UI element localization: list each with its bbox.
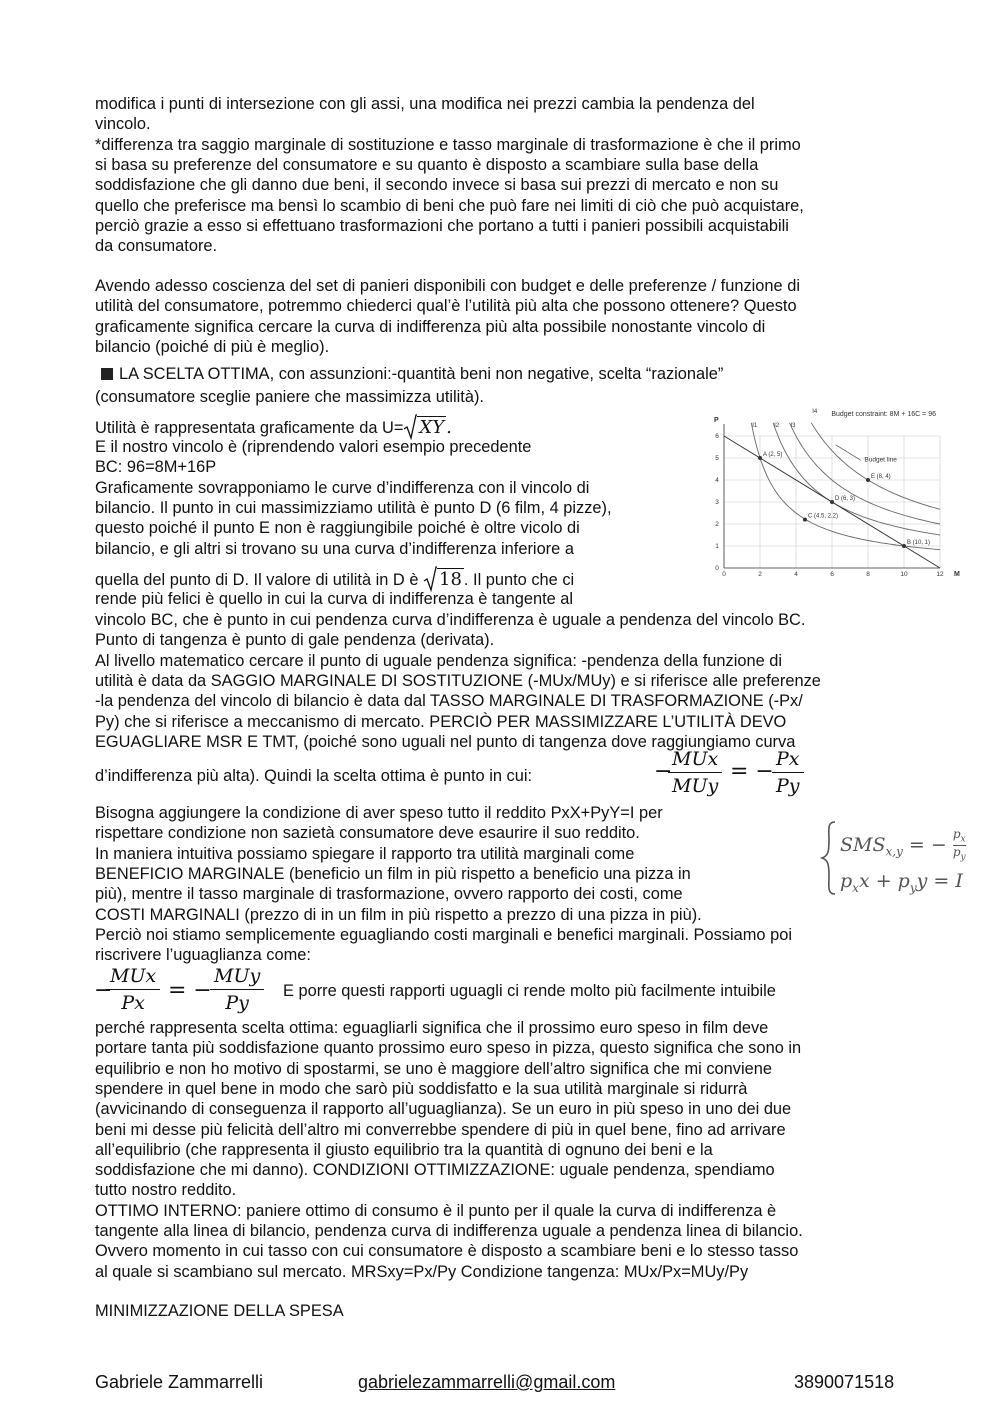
minus-sign: −	[654, 759, 673, 784]
footer-email-link[interactable]: gabrielezammarrelli@gmail.com	[358, 1372, 616, 1392]
text-line: bilancio, e gli altri si trovano su una curva d’indifferenza inferiore a	[95, 539, 574, 558]
indifference-curve-label: I3	[790, 422, 796, 429]
text-line: tangente alla linea di bilancio, pendenza curva di indifferenza uguale a pendenza linea di bilancio.	[95, 1222, 803, 1240]
square-bullet-icon	[101, 368, 113, 380]
text-line: utilità è data da SAGGIO MARGINALE DI SOSTITUZIONE (-MUx/MUy) e si riferisce alle preferenze	[95, 671, 821, 690]
text-line: graficamente significa cercare la curva di indifferenza più alta possibile nonostante vincolo di	[95, 317, 766, 336]
minus-sign-2: −	[94, 978, 113, 1003]
left-column-last-line: rende più felici è quello in cui la curva di indifferenza è tangente al	[95, 590, 574, 608]
text-line: spendere in quel bene in modo che sarò più soddisfatto e la sua utilità marginale si ridurrà	[95, 1079, 748, 1098]
y-tick-label: 2	[715, 521, 719, 528]
data-point-label: A (2, 5)	[763, 452, 783, 458]
data-point-label: E (8, 4)	[871, 474, 891, 480]
text-line: utilità del consumatore, potremmo chiederci qual’è l’utilità più alta che possono ottenere? Questo	[95, 297, 797, 316]
fraction-muy-py: MUy Py	[210, 965, 264, 1014]
data-point	[830, 500, 834, 504]
text-line: soddisfazione che gli danno due beni, il secondo invece si basa sui prezzi di mercato e non su	[95, 176, 779, 195]
y-tick-label: 6	[715, 433, 719, 440]
text-line: vincolo.	[95, 115, 151, 134]
text-line: al quale si scambiano sul mercato. MRSxy=Px/Py Condizione tangenza: MUx/Px=MUy/Py	[95, 1262, 749, 1281]
equation-budget: $p_xx + p_yy = I$	[840, 870, 963, 895]
equation-sms: $SMS_{x,y}$ = − $\frac{p_x}{p_y}$	[840, 827, 966, 863]
text-line: BC: 96=8M+16P	[95, 458, 217, 477]
text-line: bilancio. Il punto in cui massimizziamo utilità è punto D (6 film, 4 pizze),	[95, 498, 612, 517]
indifference-curve-i3	[790, 423, 941, 524]
equals-sign: = −	[730, 759, 774, 784]
x-tick-label: 0	[722, 571, 726, 578]
text-line: questo poiché il punto E non è raggiungibile poiché è oltre vicolo di	[95, 519, 580, 538]
footer-phone: 3890071518	[794, 1372, 895, 1392]
text-line: tutto nostro reddito.	[95, 1181, 237, 1200]
y-tick-label: 3	[715, 499, 719, 506]
y-tick-label: 0	[715, 565, 719, 572]
x-tick-label: 8	[866, 571, 870, 578]
data-point	[902, 544, 906, 548]
x-tick-label: 2	[758, 571, 762, 578]
heading-scelta-ottima: LA SCELTA OTTIMA, con assunzioni:-quantità beni non negative, scelta “razionale”	[95, 364, 723, 384]
data-point	[758, 456, 762, 460]
heading-scelta-ottima-continued: (consumatore sceglie paniere che massimizza utilità).	[95, 388, 484, 406]
text-line: (avvicinando di conseguenza il rapporto all’uguaglianza). Se un euro in più speso in uno dei due	[95, 1100, 792, 1119]
text-line: BENEFICIO MARGINALE (beneficio un film in più rispetto a beneficio una pizza in	[95, 864, 691, 883]
text-line: COSTI MARGINALI (prezzo di in un film in più rispetto a prezzo di una pizza in più).	[95, 905, 702, 924]
text-line: all’equilibrio (che rappresenta il giusto equilibrio tra la quantità di ognuno dei beni e la	[95, 1140, 713, 1159]
budget-line-label: Budget line	[864, 456, 897, 464]
text-line: soddisfazione che mi danno). CONDIZIONI OTTIMIZZAZIONE: uguale pendenza, spendiamo	[95, 1161, 775, 1180]
text-line: modifica i punti di intersezione con gli assi, una modifica nei prezzi cambia la pendenza del	[95, 95, 755, 113]
data-point-label: D (6, 3)	[835, 496, 856, 502]
y-axis-label: P	[714, 417, 719, 424]
text-line: Bisogna aggiungere la condizione di aver speso tutto il reddito PxX+PyY=I per	[95, 804, 663, 822]
fraction-mux-px: MUx Px	[106, 965, 160, 1014]
x-tick-label: 10	[900, 571, 908, 578]
text-line: OTTIMO INTERNO: paniere ottimo di consumo è il punto per il quale la curva di indifferenza è	[95, 1201, 777, 1220]
x-axis-label: M	[954, 571, 960, 578]
x-tick-label: 12	[936, 571, 944, 578]
text-line: Py) che si riferisce a meccanismo di mercato. PERCIÒ PER MASSIMIZZARE L’UTILITÀ DEVO	[95, 712, 787, 731]
text-line: equilibrio e non ho motivo di spostarmi, se uno è maggiore dell’altro significa che mi conviene	[95, 1059, 772, 1078]
text-line: Graficamente sovrapponiamo le curve d’indifferenza con il vincolo di	[95, 478, 590, 497]
sqrt-xy: XY	[403, 414, 446, 440]
indifference-curve-label: I2	[774, 422, 780, 429]
optimum-condition-line: d’indifferenza più alta). Quindi la scelta ottima è punto in cui:	[95, 767, 533, 785]
text-line: EGUAGLIARE MSR E TMT, (poiché sono uguali nel punto di tangenza dove raggiungiamo curva	[95, 732, 796, 751]
y-tick-label: 4	[715, 477, 719, 484]
x-tick-label: 4	[794, 571, 798, 578]
text-line: Ovvero momento in cui tasso con cui consumatore è disposto a scambiare beni e lo stesso tasso	[95, 1242, 799, 1261]
indifference-curve-i1	[751, 423, 940, 550]
d-utility-value-line: quella del punto di D. Il valore di utilità in D è 18 . Il punto che ci	[95, 566, 574, 592]
text-line: perché rappresenta scelta ottima: eguagliarli significa che il prossimo euro speso in film deve	[95, 1019, 769, 1037]
budget-constraint-chart	[704, 406, 960, 578]
fraction-explanation: E porre questi rapporti uguagli ci rende molto più facilmente intuibile	[283, 982, 776, 1000]
text-line: portare tanta più soddisfazione quanto prossimo euro speso in pizza, questo significa che sono in	[95, 1039, 802, 1058]
text-line: bilancio (poiché di più è meglio).	[95, 337, 330, 356]
text-line: si basa su preferenze del consumatore e su quanto è disposto a scambiare sulla base della	[95, 155, 759, 174]
fraction-mux-muy: MUx MUy	[668, 748, 722, 797]
text-line: Perciò noi stiamo semplicemente eguagliando costi marginali e benefici marginali. Possiamo poi	[95, 925, 792, 944]
footer-name: Gabriele Zammarrelli	[95, 1372, 264, 1392]
left-brace-icon	[820, 820, 838, 896]
text-line: riscrivere l’uguaglianza come:	[95, 946, 311, 965]
text-line: Al livello matematico cercare il punto di uguale pendenza significa: -pendenza della funzione di	[95, 651, 783, 670]
text-line: perciò grazie a esso si effettuano trasformazioni che portano a tutti i panieri possibili acquistabili	[95, 216, 789, 235]
data-point	[803, 518, 807, 522]
x-tick-label: 6	[830, 571, 834, 578]
chart-title: Budget constraint: 8M + 16C = 96	[831, 411, 936, 418]
text-line: quello che preferisce ma bensì lo scambio di beni che può fare nei limiti di ciò che può acquistare,	[95, 196, 804, 215]
text-line: da consumatore.	[95, 237, 218, 256]
heading-minimizzazione: MINIMIZZAZIONE DELLA SPESA	[95, 1302, 344, 1320]
equals-sign-2: = −	[168, 978, 212, 1003]
y-tick-label: 1	[715, 543, 719, 550]
data-point-label: B (10, 1)	[907, 540, 931, 546]
text-line: Punto di tangenza è punto di gale pendenza (derivata).	[95, 631, 495, 650]
indifference-curve-label: I4	[812, 408, 818, 415]
fraction-px-py: $\frac{Px}{Py}$	[772, 748, 804, 797]
utility-formula-line: Utilità è rappresentata graficamente da U= XY .	[95, 414, 452, 440]
text-line: In maniera intuitiva possiamo spiegare il rapporto tra utilità marginali come	[95, 844, 635, 863]
text-line: Avendo adesso coscienza del set di panieri disponibili con budget e delle preferenze / funzione di	[95, 277, 800, 295]
text-line: *differenza tra saggio marginale di sostituzione e tasso marginale di trasformazione è che il primo	[95, 135, 801, 154]
data-point	[866, 478, 870, 482]
sqrt-18: 18	[423, 566, 464, 592]
indifference-curve-label: I1	[752, 422, 758, 429]
text-line: beni mi desse più felicità dell’altro mi converrebbe spendere di più in quel bene, fino ad arrivare	[95, 1120, 786, 1139]
text-line: -la pendenza del vincolo di bilancio è data dal TASSO MARGINALE DI TRASFORMAZIONE (-Px/	[95, 692, 803, 711]
data-point-label: C (4.5, 2.2)	[808, 513, 839, 520]
text-line: vincolo BC, che è punto in cui pendenza curva d’indifferenza è uguale a pendenza del vincolo BC.	[95, 611, 806, 629]
text-line: E il nostro vincolo è (riprendendo valori esempio precedente	[95, 438, 532, 456]
text-line: più), mentre il tasso marginale di trasformazione, ovvero rapporto dei costi, come	[95, 885, 683, 904]
text-line: rispettare condizione non sazietà consumatore deve esaurire il suo reddito.	[95, 824, 640, 843]
y-tick-label: 5	[715, 455, 719, 462]
